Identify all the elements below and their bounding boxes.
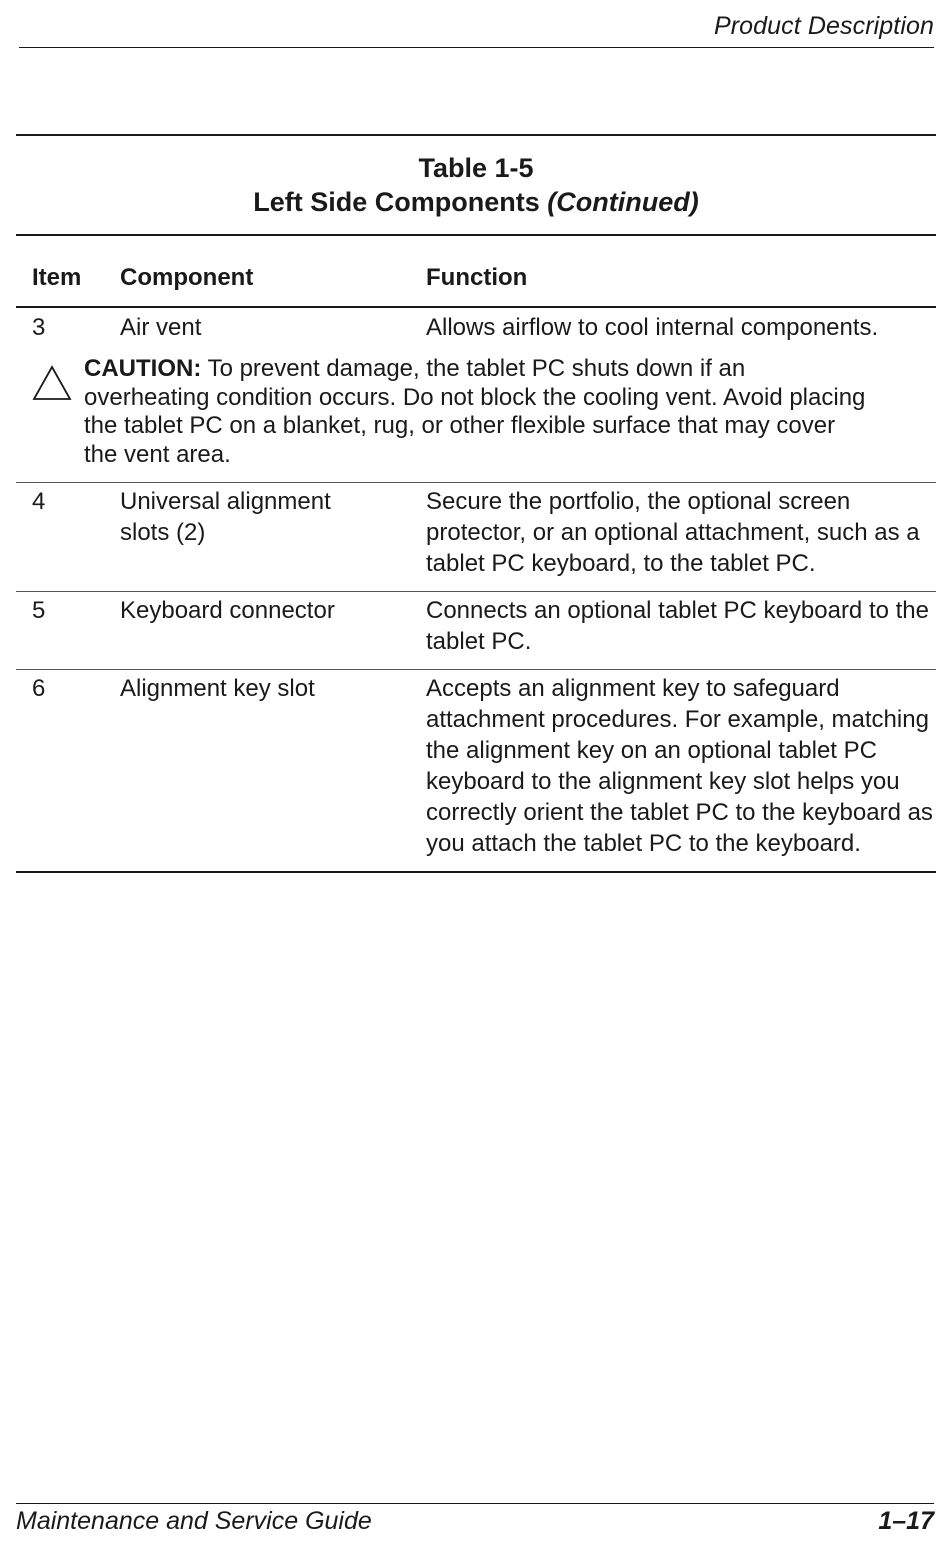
footer-rule bbox=[16, 1503, 934, 1504]
row-item-number: 5 bbox=[32, 597, 46, 624]
table-number: Table 1-5 bbox=[418, 153, 534, 183]
footer-guide-title: Maintenance and Service Guide bbox=[16, 1507, 372, 1535]
row-component: Alignment key slot bbox=[120, 675, 315, 702]
table-title bbox=[16, 185, 936, 219]
row-function: Secure the portfolio, the optional screen protector, or an optional attachment, such as a tablet PC keyboard, to the tablet PC. bbox=[426, 488, 920, 577]
caution-text: To prevent damage, the tablet PC shuts down if an overheating condition occurs. Do not block the cooling vent. Avoid placing the tablet PC on a blanket, rug, or other flexible surface that may cover the vent area. bbox=[84, 355, 866, 468]
row-item-number: 3 bbox=[32, 314, 46, 341]
table-continued-label: (Continued) bbox=[547, 187, 699, 217]
row-component: Air vent bbox=[120, 314, 202, 341]
column-header-item: Item bbox=[32, 264, 82, 291]
running-header-title: Product Description bbox=[713, 12, 934, 40]
table-bottom-rule bbox=[16, 871, 936, 873]
row-function: Accepts an alignment key to safeguard attachment procedures. For example, matching the alignment key on an optional tablet PC keyboard to the alignment key slot helps you correctly orient the tablet PC to the keyboard as you attach the tablet PC to the keyboard. bbox=[426, 675, 933, 857]
row-function: Connects an optional tablet PC keyboard to the tablet PC. bbox=[426, 597, 929, 655]
header-rule bbox=[19, 47, 934, 48]
caution-note bbox=[16, 343, 936, 482]
row-component: Keyboard connector bbox=[120, 597, 335, 624]
footer-page-number: 1–17 bbox=[878, 1507, 934, 1535]
table-row bbox=[16, 592, 936, 669]
row-item-number: 6 bbox=[32, 675, 46, 702]
components-table bbox=[16, 134, 936, 873]
row-item-number: 4 bbox=[32, 488, 46, 515]
table-row bbox=[16, 483, 936, 591]
column-header-function: Function bbox=[426, 264, 528, 291]
caution-triangle-icon bbox=[32, 365, 72, 401]
table-header-row bbox=[16, 236, 936, 306]
table-row bbox=[16, 670, 936, 871]
table-caption bbox=[16, 136, 936, 234]
table-title-text: Left Side Components bbox=[253, 187, 540, 217]
row-component: Universal alignment slots (2) bbox=[120, 488, 331, 546]
caution-label: CAUTION: bbox=[84, 355, 202, 382]
table-row bbox=[16, 308, 936, 343]
row-function: Allows airflow to cool internal components. bbox=[426, 314, 879, 341]
column-header-component: Component bbox=[120, 264, 254, 291]
